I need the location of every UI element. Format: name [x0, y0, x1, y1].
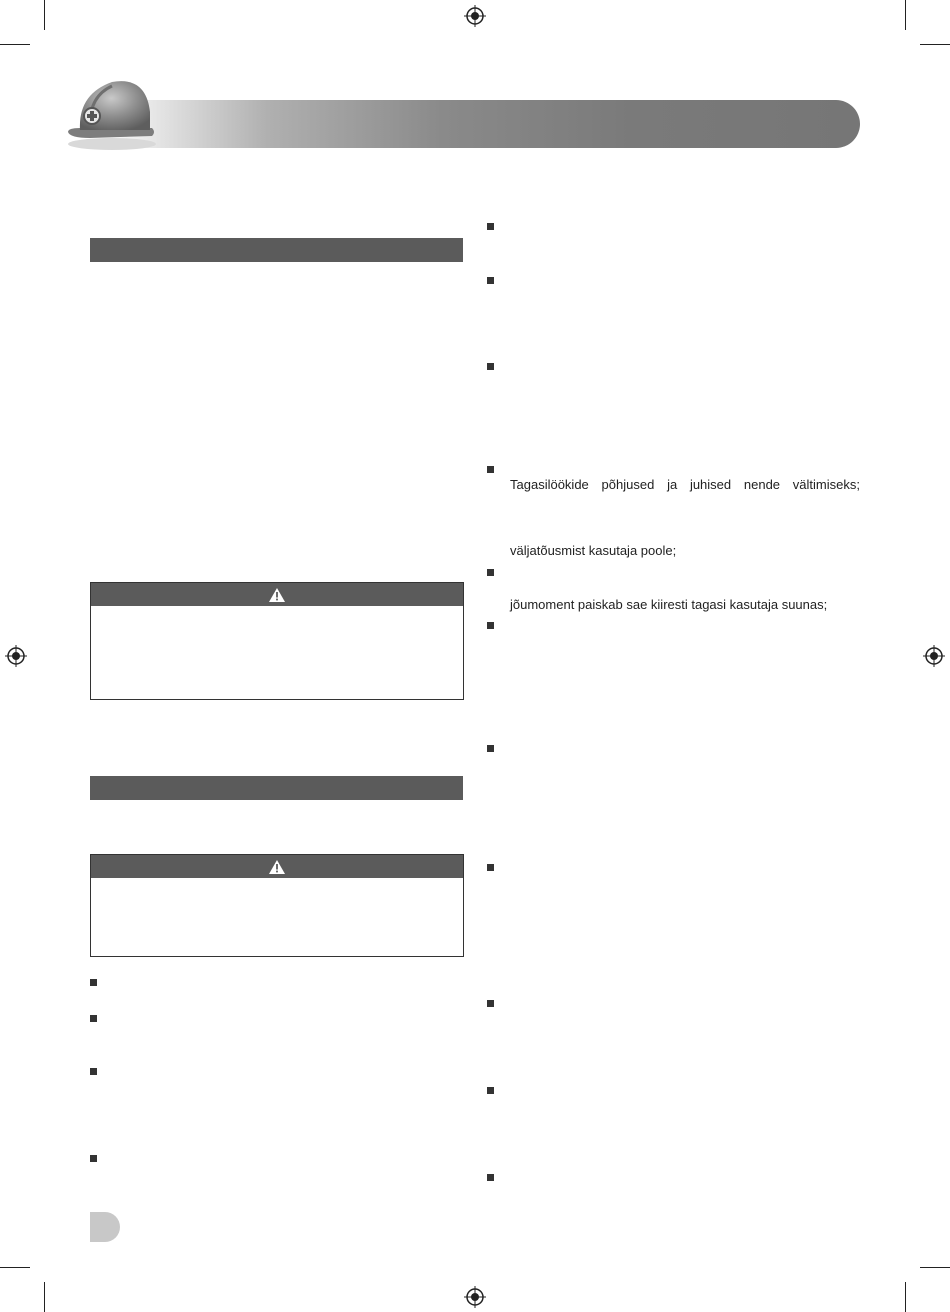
registration-mark-icon	[923, 645, 945, 667]
crop-mark	[0, 44, 30, 45]
square-bullet-icon	[487, 1000, 494, 1007]
square-bullet-icon	[487, 1174, 494, 1181]
square-bullet-icon	[90, 1155, 97, 1162]
warning-box-header	[91, 583, 463, 606]
square-bullet-icon	[90, 1068, 97, 1075]
crop-mark	[920, 1267, 950, 1268]
registration-mark-icon	[464, 1286, 486, 1308]
section-header-bar	[90, 238, 463, 262]
square-bullet-icon	[487, 1087, 494, 1094]
warning-triangle-icon	[268, 587, 286, 603]
square-bullet-icon	[487, 466, 494, 473]
crop-mark	[0, 1267, 30, 1268]
square-bullet-icon	[487, 864, 494, 871]
crop-mark	[920, 44, 950, 45]
registration-mark-icon	[5, 645, 27, 667]
word: põhjused	[601, 477, 655, 492]
crop-mark	[905, 0, 906, 30]
torque-throws-line: jõumoment paiskab sae kiiresti tagasi kasutaja suunas;	[510, 597, 828, 612]
square-bullet-icon	[487, 745, 494, 752]
square-bullet-icon	[90, 979, 97, 986]
square-bullet-icon	[487, 223, 494, 230]
word: ja	[667, 477, 678, 492]
page-number-tab	[90, 1212, 120, 1242]
word: Tagasilöökide	[510, 477, 589, 492]
square-bullet-icon	[487, 363, 494, 370]
safety-helmet-icon	[60, 72, 160, 152]
toward-user-line: väljatõusmist kasutaja poole;	[510, 543, 677, 558]
kickback-causes-line	[510, 477, 860, 493]
registration-mark-icon	[464, 5, 486, 27]
crop-mark	[905, 1282, 906, 1312]
warning-box	[90, 582, 464, 700]
square-bullet-icon	[487, 569, 494, 576]
warning-triangle-icon	[268, 859, 286, 875]
crop-mark	[44, 1282, 45, 1312]
chapter-title-bar	[100, 100, 860, 148]
crop-mark	[44, 0, 45, 30]
square-bullet-icon	[487, 622, 494, 629]
word: nende	[743, 477, 781, 492]
warning-box-header	[91, 855, 463, 878]
square-bullet-icon	[90, 1015, 97, 1022]
section-header-bar	[90, 776, 463, 800]
square-bullet-icon	[487, 277, 494, 284]
word: vältimiseks;	[792, 477, 860, 492]
warning-box	[90, 854, 464, 957]
word: juhised	[689, 477, 732, 492]
